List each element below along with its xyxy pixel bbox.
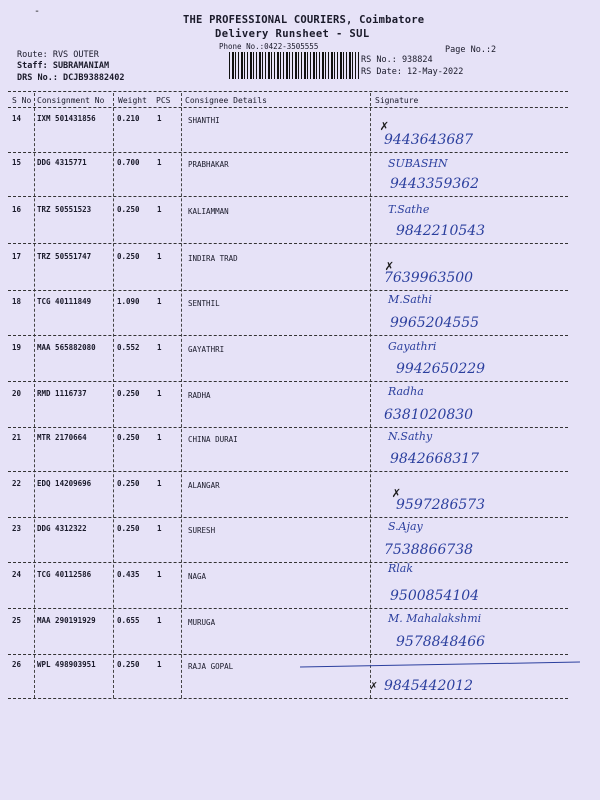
row-pcs: 1 bbox=[157, 114, 162, 123]
row-signature-name: Radha bbox=[388, 385, 424, 398]
table-header-rule bbox=[8, 107, 568, 108]
row-signature-name: Gayathri bbox=[388, 340, 437, 353]
row-consignment: TCG 40112586 bbox=[37, 570, 92, 579]
row-pcs: 1 bbox=[157, 252, 162, 261]
row-consignee: KALIAMMAN bbox=[188, 207, 229, 216]
rs-date: RS Date: 12-May-2022 bbox=[361, 67, 464, 77]
corner-mark: - bbox=[34, 6, 41, 17]
pen-stroke bbox=[300, 662, 580, 668]
row-weight: 0.700 bbox=[117, 158, 140, 167]
row-consignment: IXM 501431856 bbox=[37, 114, 96, 123]
row-consignee: RADHA bbox=[188, 391, 211, 400]
checkmark-signature: ✗ bbox=[385, 258, 394, 274]
row-weight: 0.250 bbox=[117, 389, 140, 398]
row-consignee: MURUGA bbox=[188, 618, 216, 627]
row-consignment: WPL 498903951 bbox=[37, 660, 96, 669]
row-signature-name: S.Ajay bbox=[388, 520, 423, 533]
row-signature-phone: 9845442012 bbox=[384, 678, 474, 694]
row-consignment: DDG 4315771 bbox=[37, 158, 87, 167]
staff-label: Staff: SUBRAMANIAM bbox=[17, 61, 110, 71]
row-consignee: SURESH bbox=[188, 526, 216, 535]
row-consignee: PRABHAKAR bbox=[188, 160, 229, 169]
row-signature-name: SUBASHN bbox=[388, 157, 448, 170]
drs-number: DRS No.: DCJB93882402 bbox=[17, 73, 125, 83]
row-consignment: TCG 40111849 bbox=[37, 297, 92, 306]
col-sno: S No bbox=[12, 96, 32, 105]
row-pcs: 1 bbox=[157, 389, 162, 398]
col-weight: Weight bbox=[118, 96, 147, 105]
row-consignment: EDQ 14209696 bbox=[37, 479, 92, 488]
row-signature-name: M.Sathi bbox=[388, 293, 432, 306]
row-pcs: 1 bbox=[157, 524, 162, 533]
row-signature-phone: 7538866738 bbox=[384, 542, 474, 558]
row-consignee: ALANGAR bbox=[188, 481, 220, 490]
row-pcs: 1 bbox=[157, 205, 162, 214]
row-consignment: TRZ 50551747 bbox=[37, 252, 92, 261]
row-pcs: 1 bbox=[157, 158, 162, 167]
row-consignee: CHINA DURAI bbox=[188, 435, 238, 444]
row-signature-phone: 9500854104 bbox=[390, 588, 480, 604]
row-divider bbox=[8, 290, 568, 291]
phone-number: Phone No.:0422-3505555 bbox=[219, 42, 319, 51]
row-divider bbox=[8, 654, 568, 655]
company-title: THE PROFESSIONAL COURIERS, Coimbatore bbox=[183, 14, 425, 26]
row-signature-name: T.Sathe bbox=[388, 203, 430, 216]
row-divider bbox=[8, 608, 568, 609]
row-weight: 0.250 bbox=[117, 660, 140, 669]
row-divider bbox=[8, 335, 568, 336]
col-pcs: PCS bbox=[156, 96, 171, 105]
row-consignment: DDG 4312322 bbox=[37, 524, 87, 533]
row-signature-phone: 6381020830 bbox=[384, 407, 474, 423]
row-sno: 24 bbox=[12, 570, 22, 579]
checkmark-signature: ✗ bbox=[380, 118, 389, 134]
row-divider bbox=[8, 471, 568, 472]
row-signature-phone: 9443359362 bbox=[390, 176, 480, 192]
row-sno: 14 bbox=[12, 114, 22, 123]
row-sno: 18 bbox=[12, 297, 22, 306]
row-consignee: NAGA bbox=[188, 572, 207, 581]
row-pcs: 1 bbox=[157, 297, 162, 306]
row-consignee: GAYATHRI bbox=[188, 345, 225, 354]
row-sno: 21 bbox=[12, 433, 22, 442]
row-sno: 20 bbox=[12, 389, 22, 398]
row-divider bbox=[8, 698, 568, 699]
row-signature-name: N.Sathy bbox=[388, 430, 433, 443]
row-consignment: MAA 565882080 bbox=[37, 343, 96, 352]
row-consignment: MTR 2170664 bbox=[37, 433, 87, 442]
row-sno: 16 bbox=[12, 205, 22, 214]
row-consignee: SHANTHI bbox=[188, 116, 220, 125]
row-consignment: RMD 1116737 bbox=[37, 389, 87, 398]
row-sno: 25 bbox=[12, 616, 22, 625]
row-signature-phone: 9942650229 bbox=[396, 361, 486, 377]
row-sno: 26 bbox=[12, 660, 22, 669]
route-label: Route: RVS OUTER bbox=[17, 50, 99, 60]
page-number: Page No.:2 bbox=[445, 45, 497, 55]
row-weight: 0.250 bbox=[117, 524, 140, 533]
row-pcs: 1 bbox=[157, 570, 162, 579]
row-weight: 0.250 bbox=[117, 479, 140, 488]
row-sno: 19 bbox=[12, 343, 22, 352]
col-signature: Signature bbox=[375, 96, 419, 105]
row-weight: 0.435 bbox=[117, 570, 140, 579]
row-divider bbox=[8, 152, 568, 153]
row-signature-phone: 9965204555 bbox=[390, 315, 480, 331]
barcode-image bbox=[229, 52, 359, 79]
row-sno: 15 bbox=[12, 158, 22, 167]
scribble-signature: ✗ bbox=[370, 678, 378, 692]
rs-number: RS No.: 938824 bbox=[361, 55, 433, 65]
row-weight: 0.655 bbox=[117, 616, 140, 625]
row-signature-name: Rlak bbox=[388, 562, 414, 575]
row-pcs: 1 bbox=[157, 660, 162, 669]
row-pcs: 1 bbox=[157, 479, 162, 488]
row-signature-name: M. Mahalakshmi bbox=[388, 612, 482, 625]
col-consignee: Consignee Details bbox=[185, 96, 267, 105]
row-consignee: RAJA GOPAL bbox=[188, 662, 234, 671]
row-pcs: 1 bbox=[157, 616, 162, 625]
row-weight: 1.090 bbox=[117, 297, 140, 306]
row-pcs: 1 bbox=[157, 433, 162, 442]
row-sno: 23 bbox=[12, 524, 22, 533]
row-divider bbox=[8, 562, 568, 563]
col-consignment: Consignment No bbox=[37, 96, 105, 105]
row-sno: 17 bbox=[12, 252, 22, 261]
row-signature-phone: 9842210543 bbox=[396, 223, 486, 239]
row-consignee: INDIRA TRAD bbox=[188, 254, 238, 263]
row-weight: 0.250 bbox=[117, 252, 140, 261]
row-signature-phone: 7639963500 bbox=[384, 270, 474, 286]
row-consignee: SENTHIL bbox=[188, 299, 220, 308]
row-divider bbox=[8, 243, 568, 244]
row-divider bbox=[8, 517, 568, 518]
row-signature-phone: 9842668317 bbox=[390, 451, 480, 467]
row-consignment: TRZ 50551523 bbox=[37, 205, 92, 214]
row-divider bbox=[8, 196, 568, 197]
row-weight: 0.552 bbox=[117, 343, 140, 352]
row-sno: 22 bbox=[12, 479, 22, 488]
checkmark-signature: ✗ bbox=[392, 485, 401, 501]
row-divider bbox=[8, 381, 568, 382]
row-pcs: 1 bbox=[157, 343, 162, 352]
row-signature-phone: 9578848466 bbox=[396, 634, 486, 650]
row-signature-phone: 9443643687 bbox=[384, 132, 474, 148]
document-title: Delivery Runsheet - SUL bbox=[215, 28, 370, 40]
row-signature-phone: 9597286573 bbox=[396, 497, 486, 513]
row-weight: 0.250 bbox=[117, 205, 140, 214]
row-weight: 0.250 bbox=[117, 433, 140, 442]
row-consignment: MAA 290191929 bbox=[37, 616, 96, 625]
table-top-rule bbox=[8, 91, 568, 92]
row-divider bbox=[8, 427, 568, 428]
row-weight: 0.210 bbox=[117, 114, 140, 123]
